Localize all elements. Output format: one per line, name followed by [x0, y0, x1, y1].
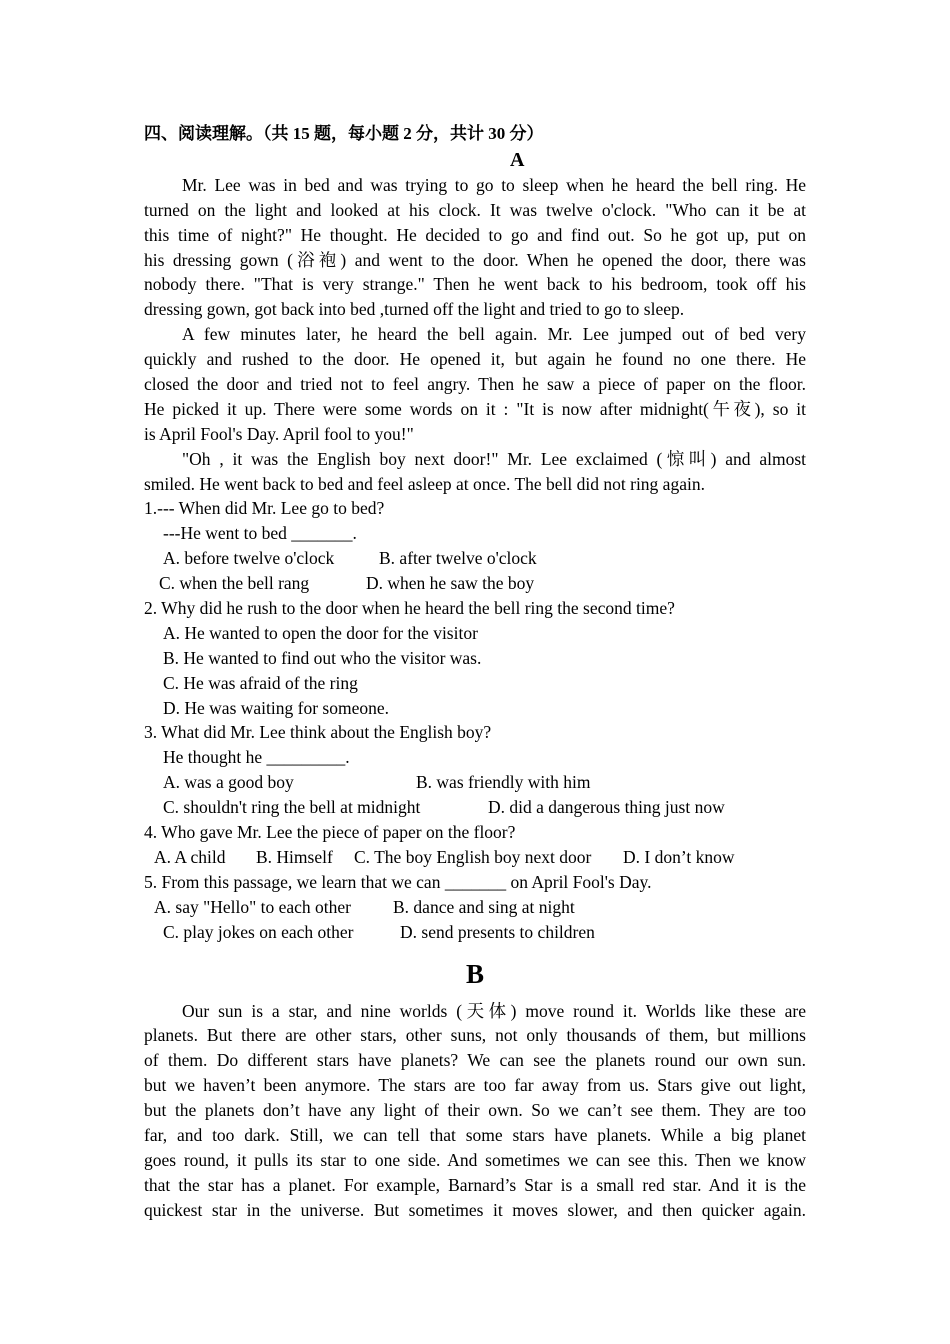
option-row	[144, 571, 806, 596]
option-row	[144, 795, 806, 820]
reading-section	[144, 122, 806, 1223]
passage-line: turned on the light and looked at his clock. It was twelve o'clock. "Who can it be at	[144, 199, 806, 220]
option-c[interactable]: C. when the bell rang	[159, 573, 310, 594]
passage-line: is April Fool's Day. April fool to you!"	[144, 423, 414, 444]
passage-line: smiled. He went back to bed and feel asleep at once. The bell did not ring again.	[144, 473, 705, 494]
passage-line: that the star has a planet. For example, Barnard’s Star is a small red star. And it is the	[144, 1174, 806, 1195]
question-stem: 4. Who gave Mr. Lee the piece of paper on the floor?	[144, 822, 516, 843]
passage-line: far, and too dark. Still, we can tell that some stars have planets. While a big planet	[144, 1124, 806, 1145]
passage-line: goes round, it pulls its star to one side. And sometimes we can see this. Then we know	[144, 1149, 806, 1170]
option-d[interactable]: D. did a dangerous thing just now	[488, 797, 725, 818]
option-c[interactable]: C. play jokes on each other	[163, 921, 354, 942]
question-stem: 2. Why did he rush to the door when he heard the bell ring the second time?	[144, 598, 675, 619]
option-b[interactable]: B. Himself	[256, 846, 333, 867]
option-row	[144, 895, 806, 920]
passage-line: nobody there. "That is very strange." Then he went back to his bedroom, took off his	[144, 274, 806, 295]
passage-a-label: A	[510, 148, 525, 171]
passage-b-label: B	[465, 958, 484, 989]
passage-line: planets. But there are other stars, other suns, not only thousands of them, but millions	[144, 1025, 806, 1046]
passage-line: but the planets don’t have any light of their own. So we can’t see them. They are too	[144, 1100, 806, 1121]
option-a[interactable]: A. say "Hello" to each other	[154, 896, 352, 917]
passage-line: quickest star in the universe. But sometimes it moves slower, and then quicker again.	[144, 1199, 806, 1220]
passage-line: of them. Do different stars have planets? We can see the planets round our own sun.	[144, 1050, 806, 1071]
option-b[interactable]: B. He wanted to find out who the visitor was.	[163, 647, 482, 668]
answer-blank-line: He thought he _________.	[163, 747, 350, 768]
option-d[interactable]: D. send presents to children	[400, 921, 595, 942]
passage-a	[144, 173, 806, 497]
answer-blank-line: ---He went to bed _______.	[163, 523, 357, 544]
passage-line: dressing gown, got back into bed ,turned off the light and tried to go to sleep.	[144, 299, 685, 320]
option-c[interactable]: C. The boy English boy next door	[354, 846, 592, 867]
question-5	[144, 870, 806, 945]
option-a[interactable]: A. was a good boy	[163, 772, 294, 793]
passage-line: this time of night?" He thought. He decided to go and find out. So he got up, put on	[144, 224, 806, 245]
option-a[interactable]: A. He wanted to open the door for the visitor	[163, 622, 478, 643]
option-d[interactable]: D. I don’t know	[623, 846, 735, 867]
option-row	[144, 770, 806, 795]
option-c[interactable]: C. He was afraid of the ring	[163, 672, 358, 693]
passage-line: Our sun is a star, and nine worlds (天体) move round it. Worlds like these are	[182, 1000, 806, 1021]
question-1	[144, 496, 806, 596]
passage-line: Mr. Lee was in bed and was trying to go to sleep when he heard the bell ring. He	[182, 174, 806, 195]
question-stem: 3. What did Mr. Lee think about the English boy?	[144, 722, 492, 743]
passage-line: quickly and rushed to the door. He opened it, but again he found no one there. He	[144, 349, 806, 370]
passage-line: but we haven’t been anymore. The stars are too far away from us. Stars give out light,	[144, 1075, 806, 1096]
passage-line: A few minutes later, he heard the bell again. Mr. Lee jumped out of bed very	[182, 324, 806, 345]
passage-line: closed the door and tried not to feel angry. Then he saw a piece of paper on the floor.	[144, 374, 806, 395]
option-a[interactable]: A. A child	[154, 846, 226, 867]
question-4	[144, 820, 806, 870]
option-d[interactable]: D. when he saw the boy	[366, 573, 535, 594]
option-d[interactable]: D. He was waiting for someone.	[163, 697, 389, 718]
option-b[interactable]: B. dance and sing at night	[393, 896, 575, 917]
option-row	[144, 845, 806, 870]
passage-b	[144, 999, 806, 1223]
question-stem: 5. From this passage, we learn that we can _______ on April Fool's Day.	[144, 871, 652, 892]
option-a[interactable]: A. before twelve o'clock	[163, 548, 335, 569]
option-c[interactable]: C. shouldn't ring the bell at midnight	[163, 797, 421, 818]
passage-line: his dressing gown (浴袍) and went to the door. When he opened the door, there was	[144, 249, 806, 270]
question-stem: 1.--- When did Mr. Lee go to bed?	[144, 498, 385, 519]
option-row	[144, 546, 806, 571]
question-3	[144, 720, 806, 820]
question-2	[144, 596, 806, 720]
option-b[interactable]: B. was friendly with him	[416, 772, 591, 793]
passage-line: "Oh , it was the English boy next door!" Mr. Lee exclaimed (惊叫) and almost	[182, 448, 806, 469]
option-b[interactable]: B. after twelve o'clock	[379, 548, 537, 569]
option-row	[144, 920, 806, 945]
section-title: 四、阅读理解。（共 15 题，每小题 2 分，共计 30 分）	[144, 124, 544, 143]
passage-line: He picked it up. There were some words on it : "It is now after midnight(午夜), so it	[144, 398, 806, 419]
